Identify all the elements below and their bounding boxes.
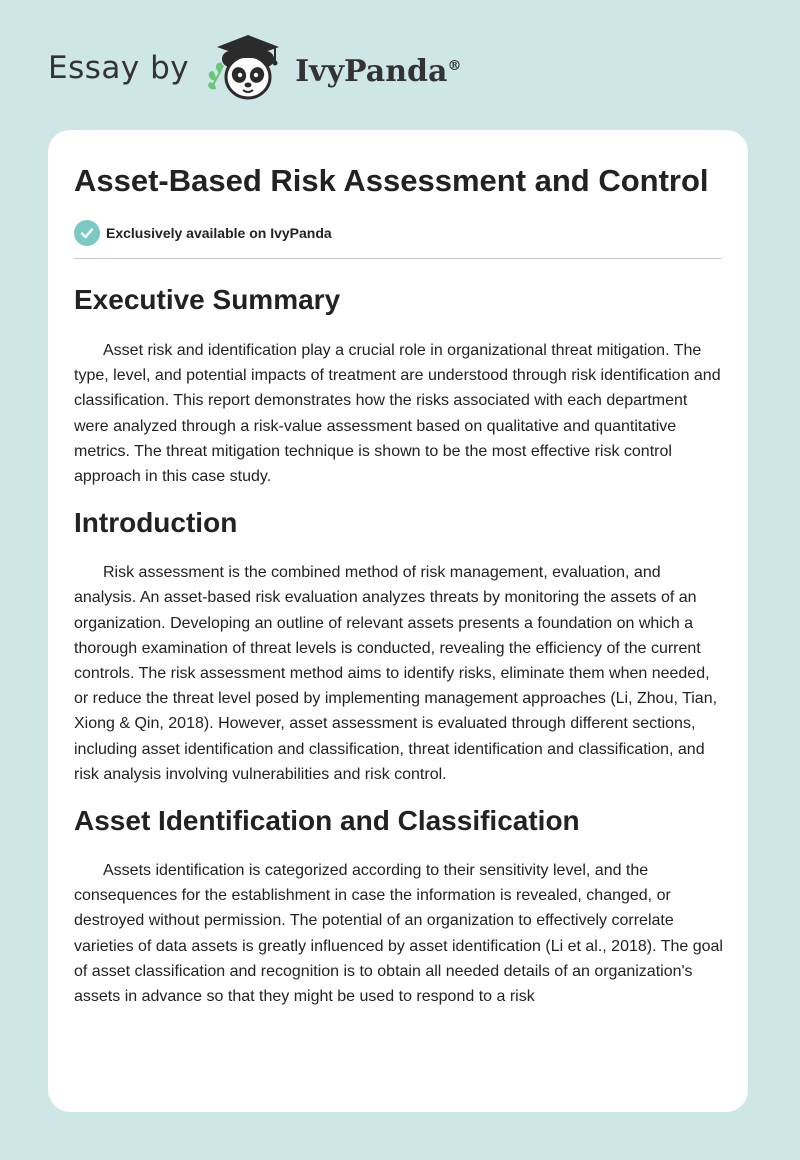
brand-name-text: IvyPanda [295, 53, 448, 89]
brand-header [48, 30, 461, 110]
article-content [74, 160, 724, 1009]
exclusive-badge [74, 220, 724, 246]
section-paragraph-executive-summary: Asset risk and identification play a crucial role in organizational threat mitigation. The type, level, and potential impacts of treatment are understood through risk identification and classification. This report demonstrates how the risks associated with each department were analyzed through a risk-value assessment based on qualitative and quantitative metrics. The threat mitigation technique is shown to be the most effective risk control approach in this case study. [74, 342, 721, 486]
article-title: Asset-Based Risk Assessment and Control [74, 163, 709, 198]
section-heading-asset-identification: Asset Identification and Classification [74, 805, 580, 837]
panda-logo-icon [203, 31, 289, 107]
section-paragraph-asset-identification: Assets identification is categorized according to their sensitivity level, and the consequences for the establishment in case the information is revealed, changed, or destroyed without permission. The potential of an organization to effectively correlate varieties of data assets is greatly influenced by asset identification (Li et al., 2018). The goal of asset classification and recognition is to obtain all needed details of an organization's assets in advance so that they might be used to respond to a risk [74, 862, 723, 1006]
brand-prefix: Essay by [48, 50, 190, 86]
check-circle-icon [74, 220, 100, 246]
section-heading-executive-summary: Executive Summary [74, 284, 341, 315]
exclusive-label: Exclusively available on IvyPanda [106, 225, 332, 241]
registered-mark: ® [447, 57, 462, 74]
section-heading-introduction: Introduction [74, 507, 238, 539]
section-paragraph-introduction: Risk assessment is the combined method of risk management, evaluation, and analysis. An asset-based risk evaluation analyzes threats by monitoring the assets of an organization. Developing an outline of relevant assets presents a foundation on which a thorough examination of threat levels is conducted, revealing the efficiency of the current controls. The risk assessment method aims to identify risks, eliminate them when needed, or reduce the threat level posed by implementing management approaches (Li, Zhou, Tian, Xiong & Qin, 2018). However, asset assessment is evaluated through different sections, including asset identification and classification, threat identification and classification, and risk analysis involving vulnerabilities and risk control. [74, 564, 718, 783]
title-divider [74, 258, 722, 259]
article-card [48, 130, 748, 1112]
brand-name [295, 54, 461, 89]
